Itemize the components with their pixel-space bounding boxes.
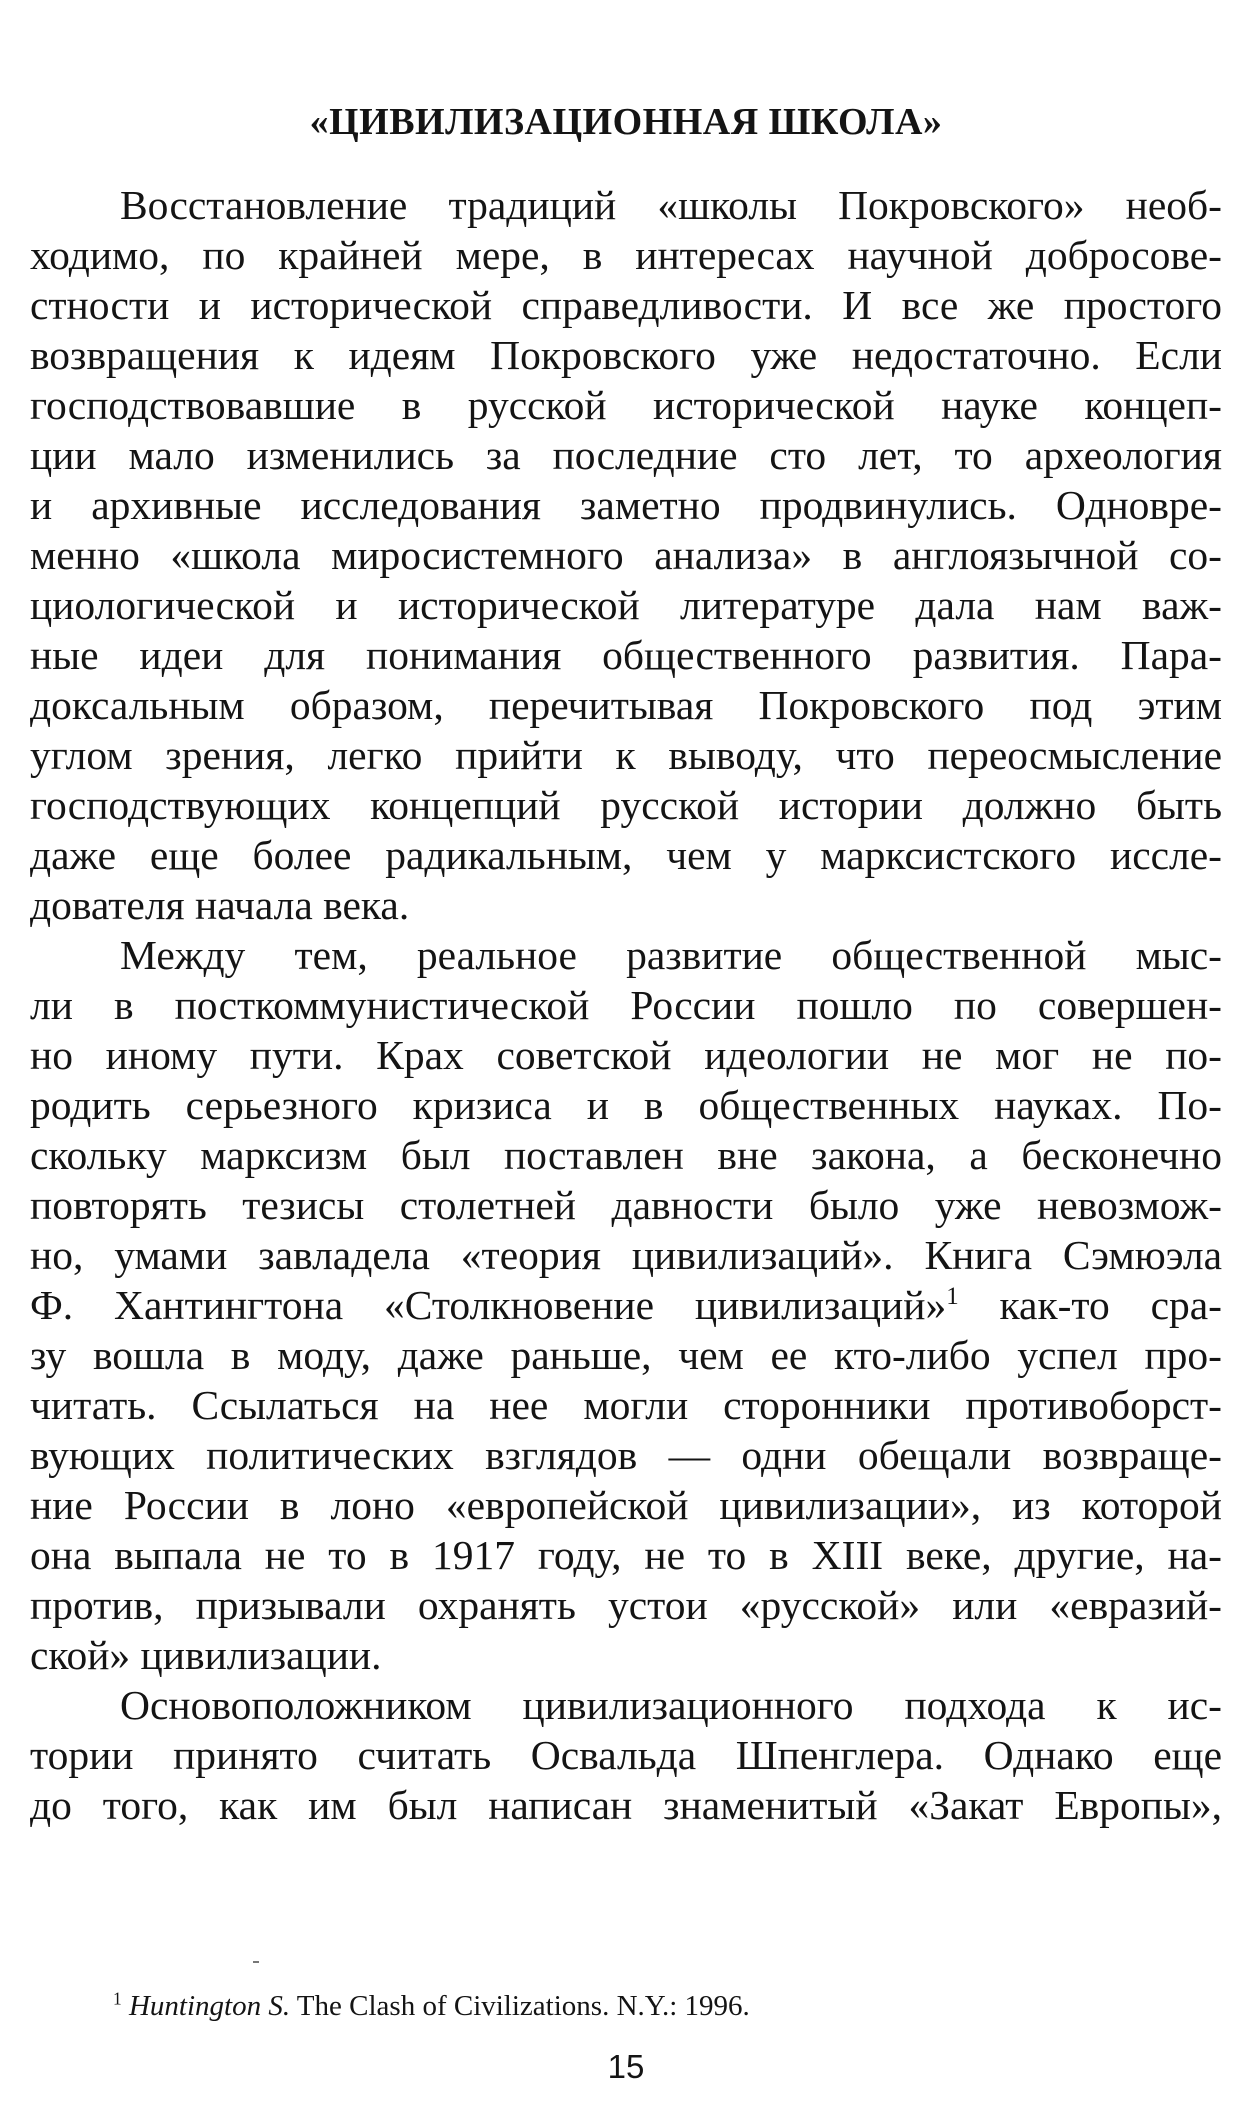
text-line: дователя начала века. [30,882,410,928]
text-line: господствующих концепций русской истории должно быть [30,782,1222,828]
text-line: даже еще более радикальным, чем у марксистского иссле- [30,832,1222,878]
footnote-text: The Clash of Civilizations. N.Y.: 1996. [290,1990,750,2022]
text-line: Основоположником цивилизационного подхода к ис- [120,1682,1222,1728]
text-line: тории принято считать Освальда Шпенглера. Однако еще [30,1732,1222,1778]
text-line: господствовавшие в русской исторической науке концеп- [30,382,1222,428]
text-line: стности и исторической справедливости. И все же простого [30,282,1222,328]
footnote-reference: 1 [946,1283,959,1311]
chapter-title: «ЦИВИЛИЗАЦИОННАЯ ШКОЛА» [309,101,943,143]
text-line: Восстановление традиций «школы Покровского» необ- [120,182,1222,228]
text-line: зу вошла в моду, даже раньше, чем ее кто-либо успел про- [30,1332,1222,1378]
text-line: ные идеи для понимания общественного развития. Пара- [30,632,1222,678]
text-line: ской» цивилизации. [30,1632,382,1678]
footnote-author: Huntington S. [128,1990,291,2022]
text-line: ли в посткоммунистической России пошло по совершен- [30,982,1222,1028]
footnote [113,1990,750,2023]
text-line: читать. Ссылаться на нее могли сторонники противоборст- [30,1382,1222,1428]
text-line: против, призывали охранять устои «русской» или «евразий- [30,1582,1222,1628]
text-line-with-note [30,1280,1222,1330]
text-line: но, умами завладела «теория цивилизаций». Книга Сэмюэла [30,1232,1222,1278]
text-line: повторять тезисы столетней давности было уже невозмож- [30,1182,1222,1228]
page-number: 15 [607,2048,645,2085]
text-line: ции мало изменились за последние сто лет, то археология [30,432,1222,478]
text-line: менно «школа миросистемного анализа» в англоязычной со- [30,532,1222,578]
body-text [30,180,1222,1830]
text-line: Между тем, реальное развитие общественной мыс- [120,932,1222,978]
footnote-separator [253,1961,259,1963]
text-line: ние России в лоно «европейской цивилизации», из которой [30,1482,1222,1528]
text-line: и архивные исследования заметно продвинулись. Одновре- [30,482,1222,528]
text-line: но иному пути. Крах советской идеологии не мог не по- [30,1032,1222,1078]
text-line: ходимо, по крайней мере, в интересах научной добросове- [30,232,1222,278]
text-line: скольку марксизм был поставлен вне закона, а бесконечно [30,1132,1222,1178]
text-line: до того, как им был написан знаменитый «Закат Европы», [30,1782,1222,1828]
text-line: возвращения к идеям Покровского уже недостаточно. Если [30,332,1222,378]
text-line: углом зрения, легко прийти к выводу, что переосмысление [30,732,1222,778]
text-line: вующих политических взглядов — одни обещали возвраще- [30,1432,1222,1478]
text-fragment: Ф. Хантингтона «Столкновение цивилизаций» [30,1282,947,1328]
text-line: доксальным образом, перечитывая Покровского под этим [30,682,1222,728]
text-line: она выпала не то в 1917 году, не то в XIII веке, другие, на- [30,1532,1222,1578]
text-line: циологической и исторической литературе дала нам важ- [30,582,1222,628]
footnote-marker: 1 [113,1988,122,2009]
text-line: родить серьезного кризиса и в общественных науках. По- [30,1082,1222,1128]
text-fragment: как-то сра- [958,1282,1222,1328]
